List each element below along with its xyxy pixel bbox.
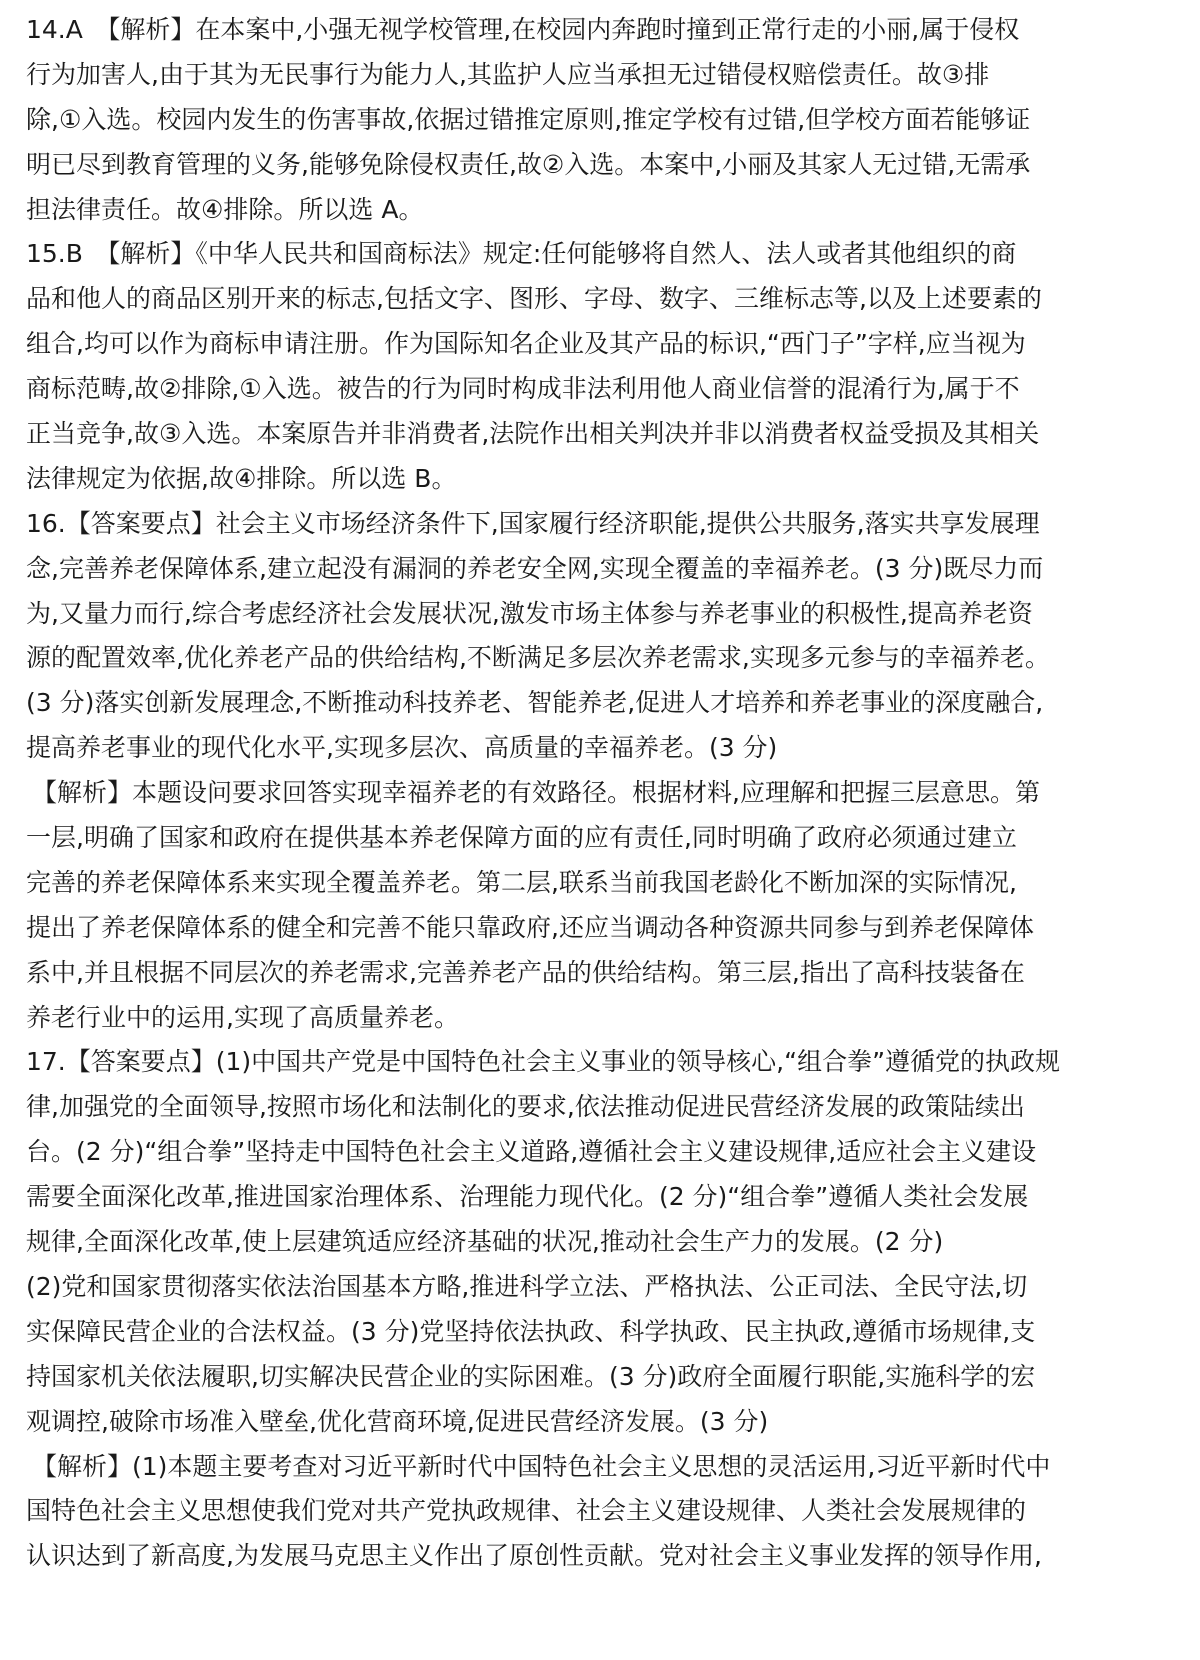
text-line: 源的配置效率,优化养老产品的供给结构,不断满足多层次养老需求,实现多元参与的幸福养老。 <box>26 643 1050 673</box>
text-line: 组合,均可以作为商标申请注册。作为国际知名企业及其产品的标识,“西门子”字样,应当视为 <box>26 329 1026 359</box>
text-line: 持国家机关依法履职,切实解决民营企业的实际困难。(3 分)政府全面履行职能,实施科学的宏 <box>26 1361 1036 1391</box>
text-line: 规律,全面深化改革,使上层建筑适应经济基础的状况,推动社会生产力的发展。(2 分) <box>26 1227 944 1257</box>
text-line: 16.【答案要点】社会主义市场经济条件下,国家履行经济职能,提供公共服务,落实共享发展理 <box>26 508 1040 538</box>
text-line: 念,完善养老保障体系,建立起没有漏洞的养老安全网,实现全覆盖的幸福养老。(3 分)既尽力而 <box>26 553 1044 583</box>
text-line: 明已尽到教育管理的义务,能够免除侵权责任,故②入选。本案中,小丽及其家人无过错,无需承 <box>26 149 1031 179</box>
text-line: 系中,并且根据不同层次的养老需求,完善养老产品的供给结构。第三层,指出了高科技装备在 <box>26 957 1025 987</box>
text-line: 台。(2 分)“组合拳”坚持走中国特色社会主义道路,遵循社会主义建设规律,适应社会主义建设 <box>26 1137 1037 1167</box>
text-line: 提高养老事业的现代化水平,实现多层次、高质量的幸福养老。(3 分) <box>26 733 778 763</box>
text-line: 一层,明确了国家和政府在提供基本养老保障方面的应有责任,同时明确了政府必须通过建立 <box>26 823 1017 853</box>
text-line: 为,又量力而行,综合考虑经济社会发展状况,激发市场主体参与养老事业的积极性,提高养老资 <box>26 598 1033 628</box>
text-line: 【解析】本题设问要求回答实现幸福养老的有效路径。根据材料,应理解和把握三层意思。第 <box>32 778 1040 808</box>
text-line: 认识达到了新高度,为发展马克思主义作出了原创性贡献。党对社会主义事业发挥的领导作用, <box>26 1541 1042 1571</box>
text-line: 国特色社会主义思想使我们党对共产党执政规律、社会主义建设规律、人类社会发展规律的 <box>26 1496 1027 1526</box>
text-line: 完善的养老保障体系来实现全覆盖养老。第二层,联系当前我国老龄化不断加深的实际情况, <box>26 867 1017 897</box>
text-line: 除,①入选。校园内发生的伤害事故,依据过错推定原则,推定学校有过错,但学校方面若能够证 <box>26 104 1031 134</box>
text-line: 养老行业中的运用,实现了高质量养老。 <box>26 1002 459 1032</box>
answer-explanation-page <box>26 8 1176 1579</box>
text-line: 实保障民营企业的合法权益。(3 分)党坚持依法执政、科学执政、民主执政,遵循市场规律,支 <box>26 1316 1036 1346</box>
text-line: 律,加强党的全面领导,按照市场化和法制化的要求,依法推动促进民营经济发展的政策陆续出 <box>26 1092 1025 1122</box>
text-line: (2)党和国家贯彻落实依法治国基本方略,推进科学立法、严格执法、公正司法、全民守法,切 <box>26 1271 1028 1301</box>
text-line: 品和他人的商品区别开来的标志,包括文字、图形、字母、数字、三维标志等,以及上述要素的 <box>26 284 1042 314</box>
text-line: (3 分)落实创新发展理念,不断推动科技养老、智能养老,促进人才培养和养老事业的深度融合, <box>26 688 1044 718</box>
text-line: 15.B 【解析】《中华人民共和国商标法》规定:任何能够将自然人、法人或者其他组织的商 <box>26 239 1017 269</box>
text-line: 观调控,破除市场准入壁垒,优化营商环境,促进民营经济发展。(3 分) <box>26 1406 769 1436</box>
text-line: 提出了养老保障体系的健全和完善不能只靠政府,还应当调动各种资源共同参与到养老保障体 <box>26 912 1034 942</box>
text-line: 法律规定为依据,故④排除。所以选 B。 <box>26 463 457 493</box>
text-line: 14.A 【解析】在本案中,小强无视学校管理,在校园内奔跑时撞到正常行走的小丽,属于侵权 <box>26 15 1020 44</box>
text-line: 【解析】(1)本题主要考查对习近平新时代中国特色社会主义思想的灵活运用,习近平新时代中 <box>32 1451 1051 1481</box>
text-line: 行为加害人,由于其为无民事行为能力人,其监护人应当承担无过错侵权赔偿责任。故③排 <box>26 59 990 89</box>
text-line: 商标范畴,故②排除,①入选。被告的行为同时构成非法利用他人商业信誉的混淆行为,属于不 <box>26 374 1020 404</box>
text-line: 正当竞争,故③入选。本案原告并非消费者,法院作出相关判决并非以消费者权益受损及其相关 <box>26 419 1040 449</box>
text-line: 担法律责任。故④排除。所以选 A。 <box>26 194 424 224</box>
text-line: 17.【答案要点】(1)中国共产党是中国特色社会主义事业的领导核心,“组合拳”遵循党的执政规 <box>26 1047 1061 1077</box>
text-line: 需要全面深化改革,推进国家治理体系、治理能力现代化。(2 分)“组合拳”遵循人类社会发展 <box>26 1182 1029 1212</box>
